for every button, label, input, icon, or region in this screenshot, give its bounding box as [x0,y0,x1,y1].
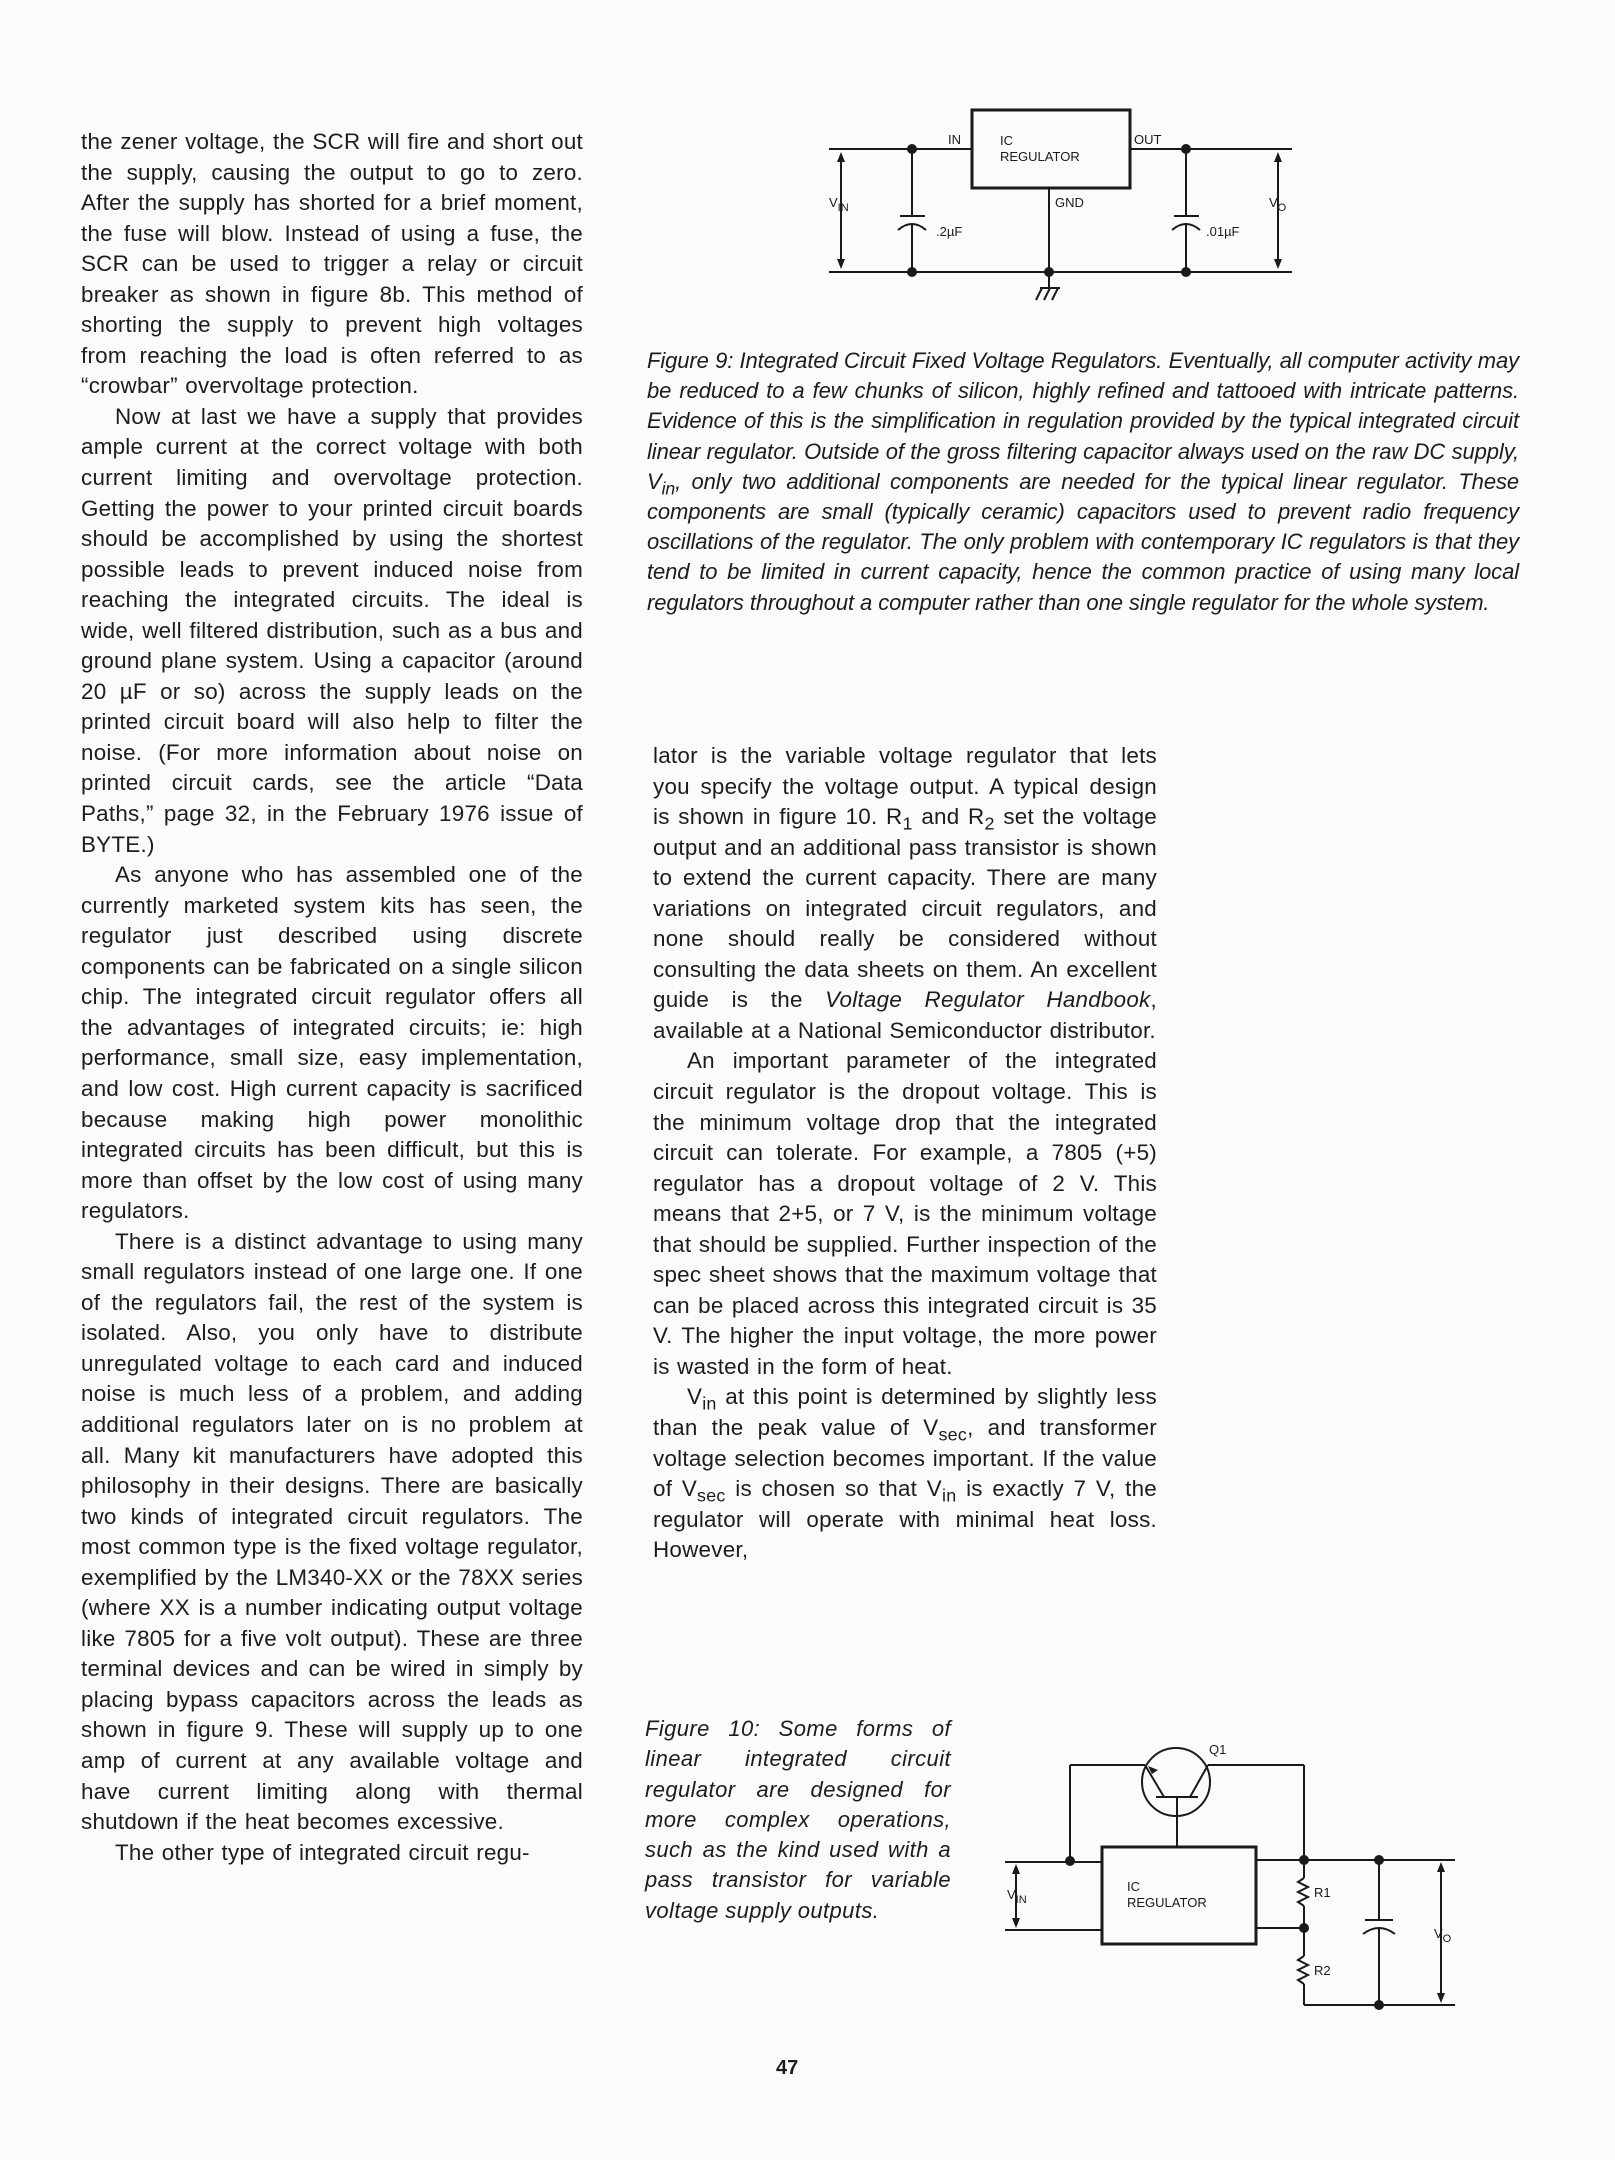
label-vo: $V_O$ [1269,195,1287,214]
label-regulator: REGULATOR [1127,1895,1207,1910]
label-vo: $V_O$ [1434,1926,1452,1945]
label-out: OUT [1134,132,1162,147]
label-vin: $V_{IN}$ [829,195,849,214]
label-vin: $V_{IN}$ [1007,1887,1027,1906]
left-column [81,127,583,1868]
label-r1: R1 [1314,1885,1331,1900]
figure-9-circuit-diagram [800,90,1350,320]
label-q1: Q1 [1209,1742,1227,1757]
paragraph: lator is the variable voltage regulator that lets you specify the voltage output. A typical design is shown in figure 10. $R_1$ and $R_2$ set the voltage output and an additional pass transistor is shown to extend the current capacity. There are many variations on integrated circuit regulators, and none should really be considered without consulting the data sheets on them. An excellent guide is the Voltage Regulator Handbook, available at a National Semiconductor distributor. [653,743,1158,1043]
label-c2: .01µF [1206,224,1240,239]
paragraph: There is a distinct advantage to using many small regulators instead of one large one. If one of the regulators fail, the rest of the system is isolated. Also, you only have to distribute unregulated voltage to each card and induced noise is much less of a problem, and adding additional regulators later on is no problem at all. Many kit manufacturers have adopted this philosophy in their designs. There are basically two kinds of integrated circuit regulators. The most common type is the fixed voltage regulator, exemplified by the LM340-XX or the 78XX series (where XX is a number indicating output voltage like 7805 for a five volt output). These are three terminal devices and can be wired in simply by placing bypass capacitors across the leads as shown in figure 9. These will supply up to one amp of current at any available voltage and have current limiting along with thermal shutdown if the heat becomes excessive. [81,1228,583,1835]
label-regulator: REGULATOR [1000,149,1080,164]
paragraph: Now at last we have a supply that provides ample current at the correct voltage with both current limiting and overvoltage protection. Getting the power to your printed circuit boards should be accomplished by using the shortest possible leads to prevent induced noise from reaching the integrated circuits. The ideal is wide, well filtered distribution, such as a bus and ground plane system. Using a capacitor (around 20 µF or so) across the supply leads on the printed circuit board will also help to filter the noise. (For more information about noise on printed circuit cards, see the article “Data Paths,” page 32, in the February 1976 issue of BYTE.) [81,403,583,857]
paragraph: $V_{in}$ at this point is determined by slightly less than the peak value of $V_{sec}$, and transformer voltage selection becomes important. If the value of $V_{sec}$ is chosen so that $V_{in}$ is exactly 7 V, the regulator will operate with minimal heat loss. However, [653,1384,1157,1563]
figure-10-circuit-diagram [950,1710,1510,2030]
paragraph: As anyone who has assembled one of the currently marketed system kits has seen, the regulator just described using discrete components can be fabricated on a single silicon chip. The integrated circuit regulator offers all the advantages of integrated circuits; ie: high performance, small size, easy implementation, and low cost. High current capacity is sacrificed because making high power monolithic integrated circuits has been difficult, but this is more than offset by the low cost of using many regulators. [81,862,583,1224]
label-c1: .2µF [936,224,963,239]
page-number: 47 [776,2057,799,2079]
book-title: Voltage Regulator Handbook [825,987,1151,1013]
label-r2: R2 [1314,1963,1331,1978]
paragraph: the zener voltage, the SCR will fire and short out the supply, causing the output to go to zero. After the supply has shorted for a brief moment, the fuse will blow. Instead of using a fuse, the SCR can be used to trigger a relay or circuit breaker as shown in figure 8b. This method of shorting the supply to prevent high voltages from reaching the load is often referred to as “crowbar” overvoltage protection. [81,129,583,399]
label-gnd: GND [1055,195,1084,210]
label-ic: IC [1000,133,1013,148]
figure-9-caption: Figure 9: Integrated Circuit Fixed Voltage Regulators. Eventually, all computer activity may be reduced to a few chunks of silicon, highly refined and tattooed with intricate patterns. Evidence of this is the simplification in regulation provided by the typical integrated circuit linear regulator. Outside of the gross filtering capacitor always used on the raw DC supply, $V_{in}$, only two additional components are needed for the typical linear regulator. These components are small (typically ceramic) capacitors used to prevent radio frequency oscillations of the regulator. The only problem with contemporary IC regulators is that they tend to be limited in current capacity, hence the common practice of using many local regulators throughout a computer rather than one single regulator for the whole system. [647,348,1519,615]
figure-10-caption: Figure 10: Some forms of linear integrated circuit regulator are designed for more complex operations, such as the kind used with a pass transistor for variable voltage supply outputs. [645,1716,951,1923]
label-ic: IC [1127,1879,1140,1894]
paragraph: The other type of integrated circuit regu- [115,1839,530,1865]
paragraph: An important parameter of the integrated circuit regulator is the dropout voltage. This is the minimum voltage drop that the integrated circuit can tolerate. For example, a 7805 (+5) regulator has a dropout voltage of 2 V. This means that 2+5, or 7 V, is the minimum voltage that should be supplied. Further inspection of the spec sheet shows that the maximum voltage that can be placed across this integrated circuit is 35 V. The higher the input voltage, the more power is wasted in the form of heat. [653,1048,1157,1379]
right-column [653,741,1157,1566]
label-in: IN [948,132,961,147]
